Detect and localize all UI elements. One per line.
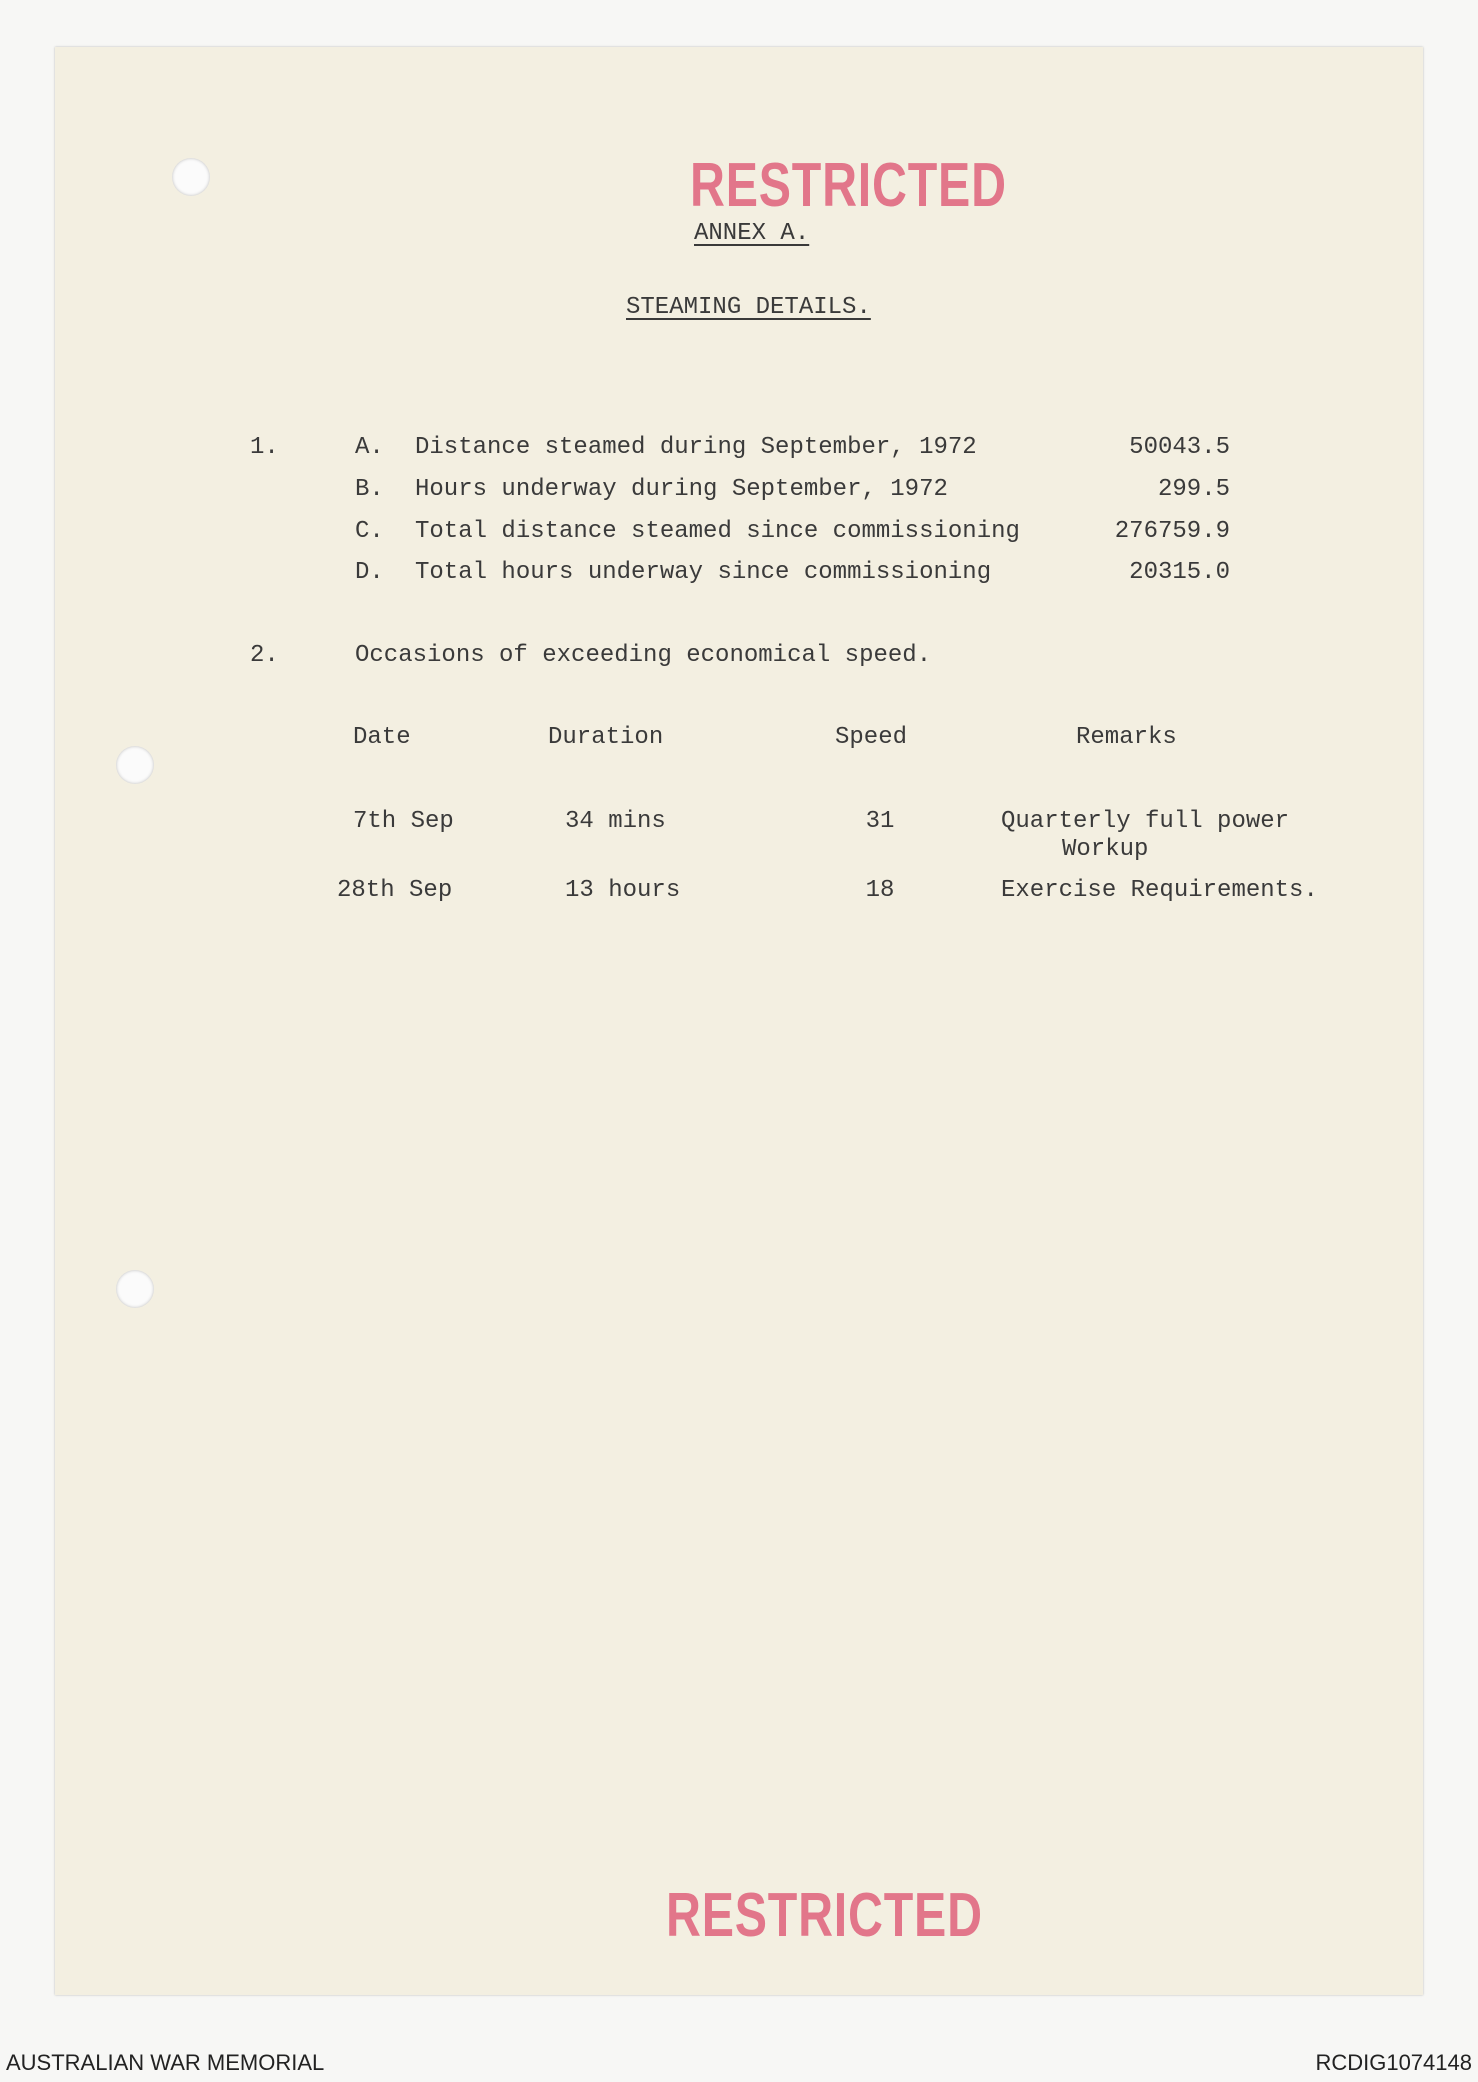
row-2-duration: 13 hours <box>565 877 681 904</box>
column-header-duration: Duration <box>548 724 664 751</box>
row-1-remarks-continued: Workup <box>1062 836 1149 863</box>
item-a-value: 50043.5 <box>1129 434 1230 461</box>
item-c-label: Total distance steamed since commissioning <box>415 518 1020 545</box>
item-d-value: 20315.0 <box>1129 559 1230 586</box>
section-1-number: 1. <box>250 434 279 461</box>
footer-reference-id: RCDIG1074148 <box>1315 2050 1472 2075</box>
row-1-speed: 31 <box>865 808 895 835</box>
item-a-label: Distance steamed during September, 1972 <box>415 434 977 461</box>
punch-hole-top <box>172 158 210 196</box>
section-2-heading: Occasions of exceeding economical speed. <box>355 642 932 669</box>
row-1-remarks: Quarterly full power <box>1001 808 1290 835</box>
row-2-remarks: Exercise Requirements. <box>1001 877 1318 904</box>
annex-label: ANNEX A. <box>694 220 810 247</box>
footer-archive-name: AUSTRALIAN WAR MEMORIAL <box>6 2050 325 2075</box>
punch-hole-middle <box>116 746 154 784</box>
item-b-letter: B. <box>355 476 384 503</box>
item-b-label: Hours underway during September, 1972 <box>415 476 948 503</box>
item-d-label: Total hours underway since commissioning <box>415 559 992 586</box>
row-2-speed: 18 <box>865 877 895 904</box>
column-header-remarks: Remarks <box>1076 724 1177 751</box>
row-2-date: 28th Sep <box>337 877 453 904</box>
item-c-value: 276759.9 <box>1114 518 1230 545</box>
restricted-stamp-top: RESTRICTED <box>690 151 1007 220</box>
punch-hole-bottom <box>116 1270 154 1308</box>
section-2-number: 2. <box>250 642 279 669</box>
item-c-letter: C. <box>355 518 384 545</box>
item-d-letter: D. <box>355 559 384 586</box>
item-a-letter: A. <box>355 434 384 461</box>
item-b-value: 299.5 <box>1157 476 1230 503</box>
row-1-duration: 34 mins <box>565 808 666 835</box>
column-header-date: Date <box>353 724 411 751</box>
column-header-speed: Speed <box>835 724 908 751</box>
document-page <box>55 47 1423 1995</box>
restricted-stamp-bottom: RESTRICTED <box>666 1881 983 1950</box>
document-title: STEAMING DETAILS. <box>626 294 871 321</box>
row-1-date: 7th Sep <box>353 808 454 835</box>
